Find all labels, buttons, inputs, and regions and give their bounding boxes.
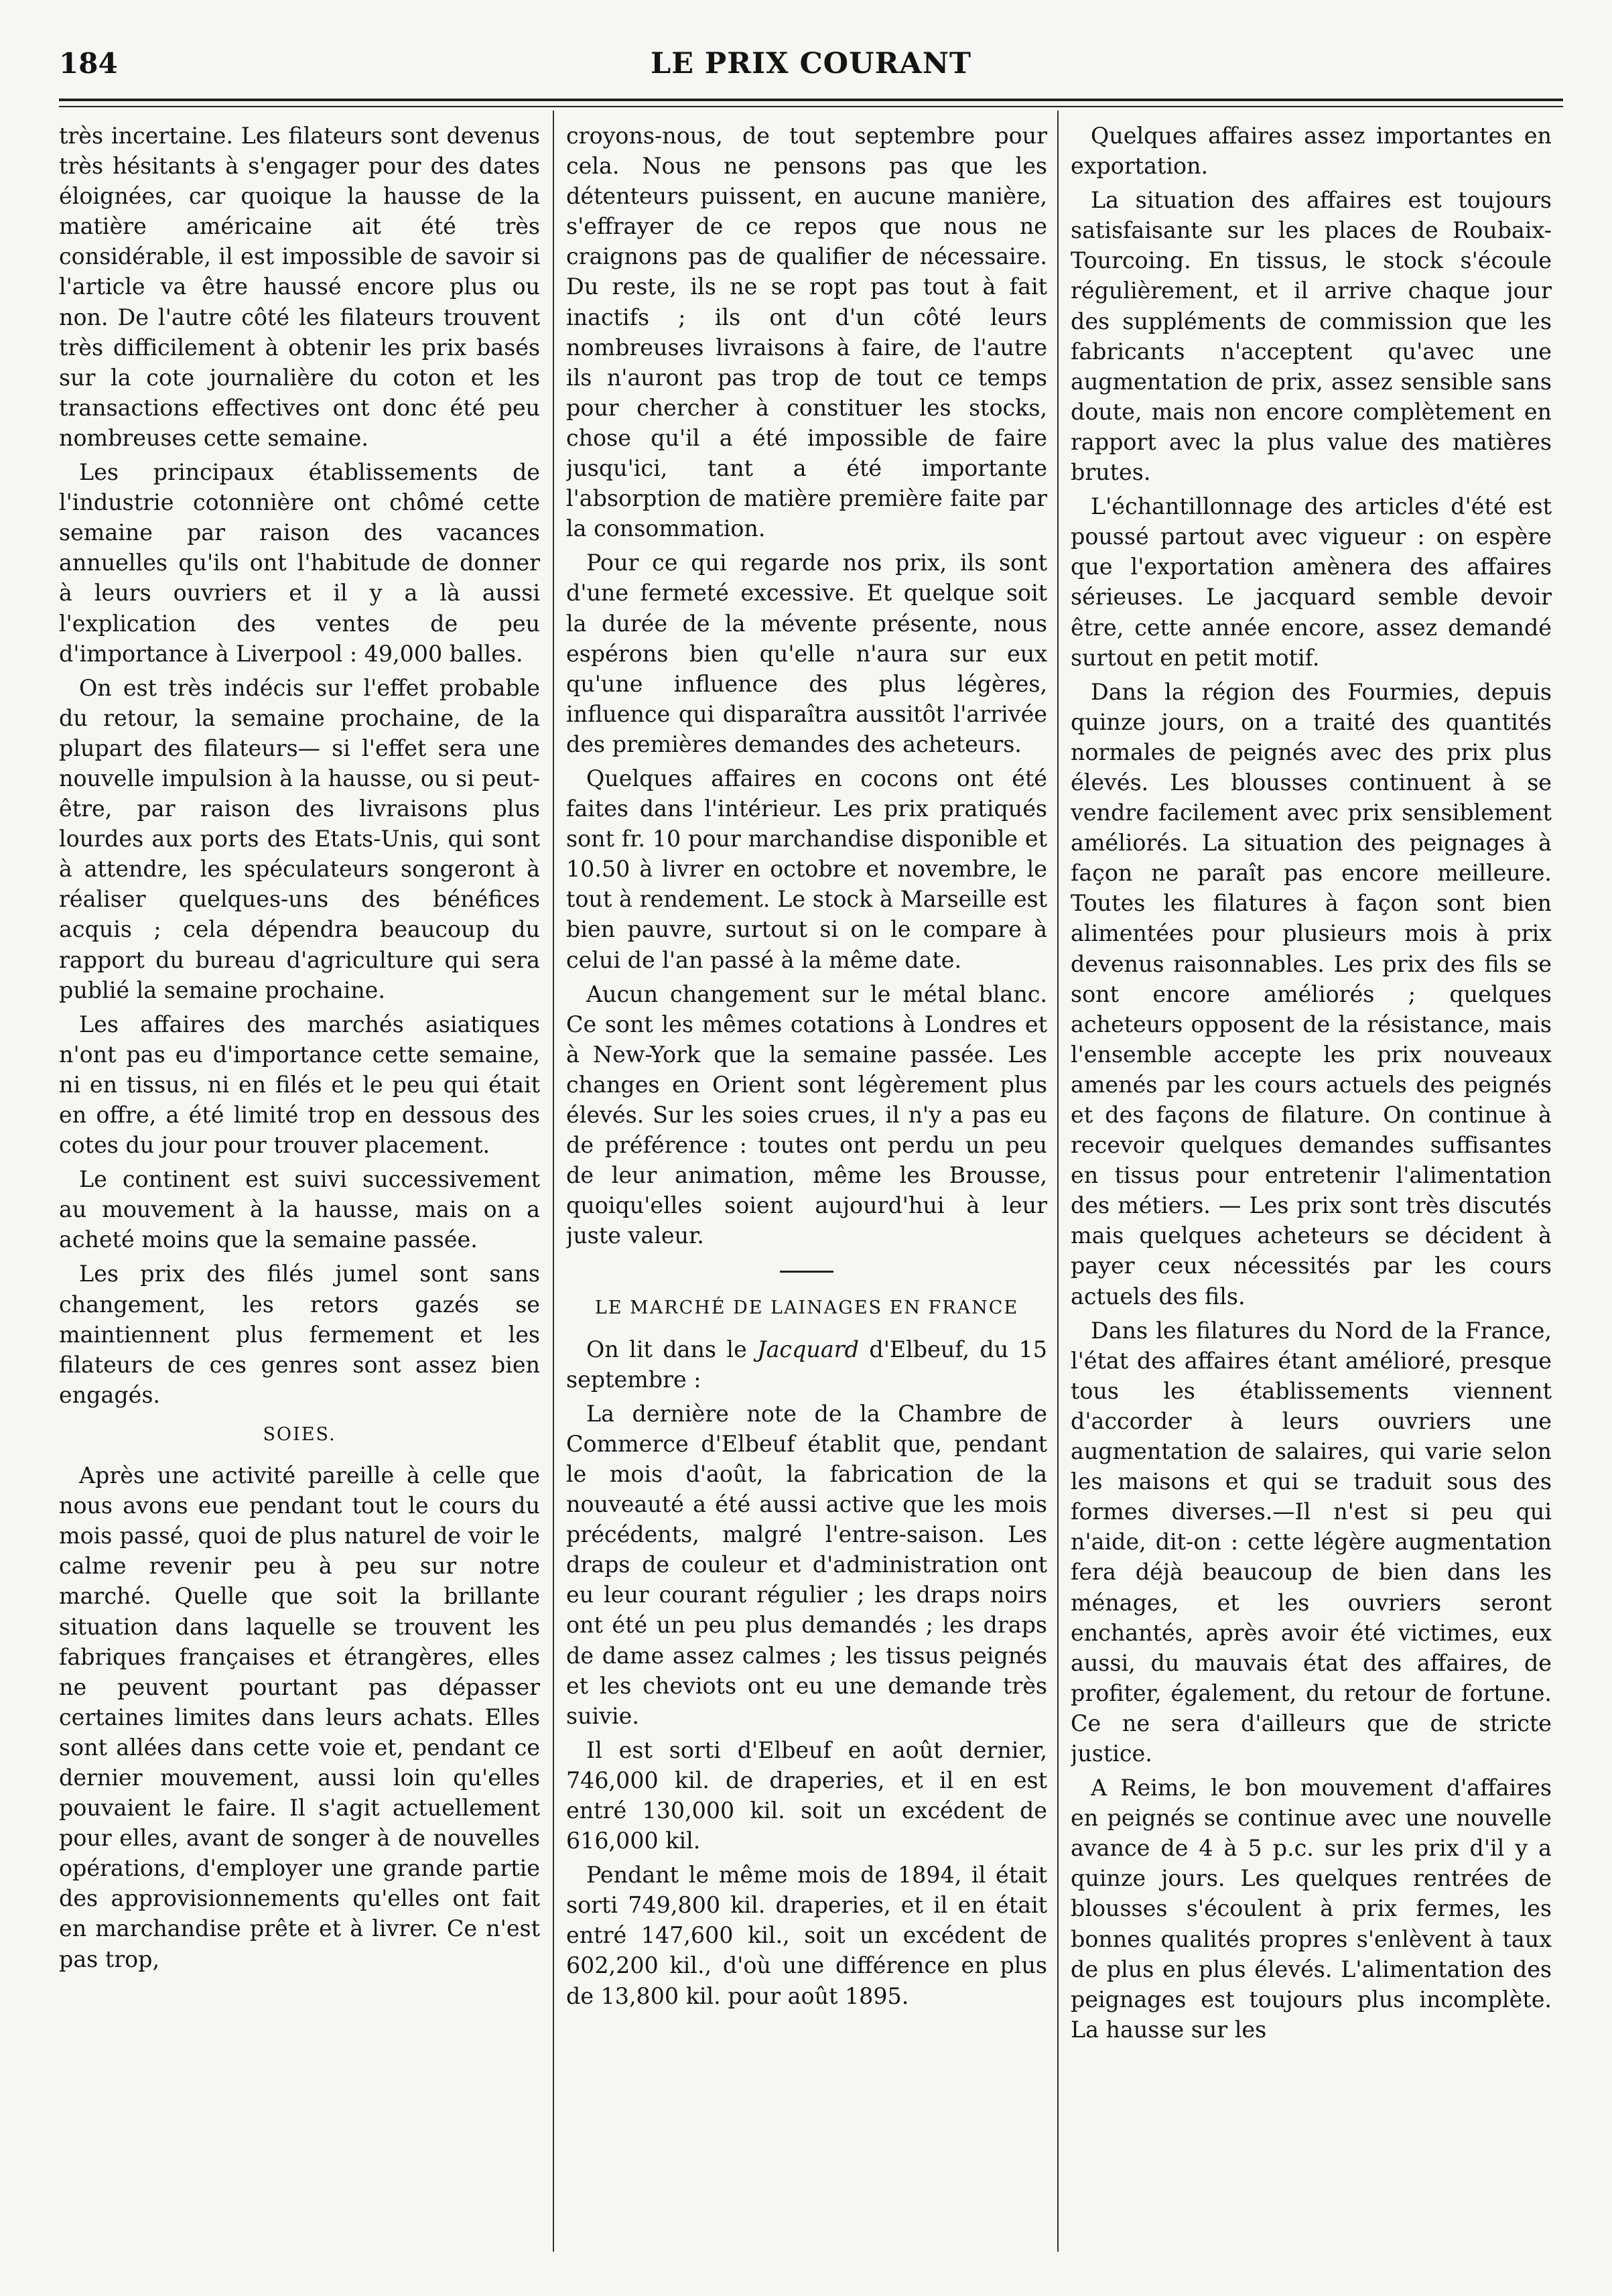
section-heading-soies: SOIES.	[263, 1423, 336, 1445]
paragraph: On est très indécis sur l'effet probable du retour, la semaine prochaine, de la plupart des filateurs— si l'effet sera une nouvelle impulsion à la hausse, ou si peut-être, par raison des livraisons plus lourdes aux ports des Etats-Unis, qui sont à attendre, les spéculateurs songeront à réaliser quelques-uns des bénéfices acquis ; cela dépendra beaucoup du rapport du bureau d'agriculture qui sera publié la semaine prochaine.	[59, 674, 540, 1003]
column-middle	[566, 121, 1047, 2265]
paragraph: Pendant le même mois de 1894, il était sorti 749,800 kil. draperies, et il en était entré 147,600 kil., soit un excédent de 602,200 kil., d'où une différence en plus de 13,800 kil. pour août 1895.	[566, 1862, 1047, 2009]
paragraph: Après une activité pareille à celle que nous avons eue pendant tout le cours du mois passé, quoi de plus naturel de voir le calme revenir peu à peu sur notre marché. Quelle que soit la brillante situation dans laquelle se trouvent les fabriques françaises et étrangères, elles ne peuvent pourtant pas dépasser certaines limites dans leurs achats. Elles sont allées dans cette voie et, pendant ce dernier mouvement, aussi loin qu'elles pouvaient le faire. Il s'agit actuellement pour elles, avant de songer à de nouvelles opérations, d'employer une grande partie des approvisionnements qu'elles ont fait en marchandise prête et à livrer. Ce n'est pas trop,	[59, 1462, 540, 1972]
paragraph: Les prix des filés jumel sont sans changement, les retors gazés se maintiennent plus fermement et les filateurs de ces genres sont assez bien engagés.	[59, 1261, 540, 1408]
paragraph: Les affaires des marchés asiatiques n'ont pas eu d'importance cette semaine, ni en tissus, ni en filés et le peu qui était en offre, a été limité trop en dessous des cotes du jour pour trouver placement.	[59, 1011, 540, 1159]
source-prefix: On lit dans le	[586, 1336, 758, 1362]
column-divider-2	[1057, 111, 1059, 2252]
paragraph: Quelques affaires assez importantes en exportation.	[1071, 123, 1552, 180]
section-heading-lainages: LE MARCHÉ DE LAINAGES EN FRANCE	[594, 1297, 1019, 1319]
paragraph: Pour ce qui regarde nos prix, ils sont d'une fermeté excessive. Et quelque soit la durée de la mévente présente, nous espérons bien qu'elle n'aura sur eux qu'une influence des plus légères, influence qui disparaîtra aussitôt l'arrivée des premières demandes des acheteurs.	[566, 550, 1047, 757]
paragraph: très incertaine. Les filateurs sont devenus très hésitants à s'engager pour des dates éloignées, car quoique la hausse de la matière américaine ait été très considérable, il est impossible de savoir si l'article va être haussé encore plus ou non. De l'autre côté les filateurs trouvent très difficilement à obtenir les prix basés sur la cote journalière du coton et les transactions effectives ont donc été peu nombreuses cette semaine.	[59, 123, 540, 451]
paragraph: croyons-nous, de tout septembre pour cela. Nous ne pensons pas que les détenteurs puissent, en aucune manière, s'effrayer de ce repos que nous ne craignons pas de qualifier de nécessaire. Du reste, ils ne se ropt pas tout à fait inactifs ; ils ont d'un côté leurs nombreuses livraisons à faire, de l'autre ils n'auront pas trop de tout ce temps pour chercher à constituer les stocks, chose qu'il a été impossible de faire jusqu'ici, tant a été importante l'absorption de matière première faite par la consommation.	[566, 123, 1047, 542]
column-right	[1071, 121, 1552, 2265]
paragraph: Quelques affaires en cocons ont été faites dans l'intérieur. Les prix pratiqués sont fr. 10 pour marchandise disponible et 10.50 à livrer en octobre et novembre, le tout à rendement. Le stock à Marseille est bien pauvre, surtout si on le compare à celui de l'an passé à la même date.	[566, 765, 1047, 973]
paragraph: La situation des affaires est toujours satisfaisante sur les places de Roubaix-Tourcoing. En tissus, le stock s'écoule régulièrement, et il arrive chaque jour des suppléments de commission que les fabricants n'acceptent qu'avec une augmentation de prix, assez sensible sans doute, mais non encore complètement en rapport avec la plus value des matières brutes.	[1071, 187, 1552, 486]
header-rule-thin	[59, 106, 1563, 107]
page-header	[59, 47, 1563, 94]
page-number: 184	[59, 47, 118, 80]
paragraph: Dans la région des Fourmies, depuis quinze jours, on a traité des quantités normales de peignés avec des prix plus élevés. Les blousses continuent à se vendre facilement avec prix sensiblement améliorés. La situation des peignages à façon ne paraît pas encore meilleure. Toutes les filatures à façon sont bien alimentées pour plusieurs mois à prix devenus raisonnables. Les prix des fils se sont encore améliorés ; quelques acheteurs opposent de la résistance, mais l'ensemble accepte les prix nouveaux amenés par les cours actuels des peignés et des façons de filature. On continue à recevoir quelques demandes suffisantes en tissus pour entretenir l'alimentation des métiers. — Les prix sont très discutés mais quelques acheteurs se décident à payer ceux nécessités par les cours actuels des fils.	[1071, 678, 1552, 1310]
paragraph: L'échantillonnage des articles d'été est poussé partout avec vigueur : on espère que l'exportation amènera des affaires sérieuses. Le jacquard semble devoir être, cette année encore, assez demandé surtout en petit motif.	[1071, 493, 1552, 671]
section-divider	[780, 1271, 833, 1273]
paragraph: Les principaux établissements de l'industrie cotonnière ont chômé cette semaine par raison des vacances annuelles qu'ils ont l'habitude de donner à leurs ouvriers et il y a là aussi l'explication des ventes de peu d'importance à Liverpool : 49,000 balles.	[59, 459, 540, 667]
journal-title: Jacquard	[757, 1336, 859, 1362]
paragraph: Dans les filatures du Nord de la France, l'état des affaires étant amélioré, presque tous les établissements viennent d'accorder à leurs ouvriers une augmentation de salaires, qui varie selon les maisons et qui se traduit sous des formes diverses.—Il n'est si peu qui n'aide, dit-on : cette légère augmentation fera déjà beaucoup de bien dans les ménages, et les ouvriers seront enchantés, après avoir été victimes, eux aussi, du mauvais état des affaires, de profiter, également, du retour de fortune. Ce ne sera d'ailleurs que de stricte justice.	[1071, 1317, 1552, 1767]
header-rule	[59, 99, 1563, 101]
paragraph: Aucun changement sur le métal blanc. Ce sont les mêmes cotations à Londres et à New-York que la semaine passée. Les changes en Orient sont légèrement plus élevés. Sur les soies crues, il n'y a pas eu de préférence : toutes ont perdu un peu de leur animation, même les Brousse, quoiqu'elles soient aujourd'hui à leur juste valeur.	[566, 980, 1047, 1249]
paragraph: La dernière note de la Chambre de Commerce d'Elbeuf établit que, pendant le mois d'août, la fabrication de la nouveauté a été aussi active que les mois précédents, malgré l'entre-saison. Les draps de couleur et d'administration ont eu leur courant régulier ; les draps noirs ont été un peu plus demandés ; les draps de dame assez calmes ; les tissus peignés et les cheviots ont eu une demande très suivie.	[566, 1400, 1047, 1729]
source-suffix: d'Elbeuf, du 15 septembre :	[566, 1336, 1047, 1393]
paragraph-source	[566, 1334, 1047, 1395]
paragraph: Le continent est suivi successivement au mouvement à la hausse, mais on a acheté moins que la semaine passée.	[59, 1166, 540, 1253]
paragraph: Il est sorti d'Elbeuf en août dernier, 746,000 kil. de draperies, et il en est entré 130,000 kil. soit un excédent de 616,000 kil.	[566, 1736, 1047, 1854]
paragraph: A Reims, le bon mouvement d'affaires en peignés se continue avec une nouvelle avance de 4 à 5 p.c. sur les prix d'il y a quinze jours. Les quelques rentrées de blousses s'écoulent à prix fermes, les bonnes qualités propres s'enlèvent à taux de plus en plus élevés. L'alimentation des peignages est toujours plus incomplète. La hausse sur les	[1071, 1775, 1552, 2043]
running-title: LE PRIX COURANT	[650, 47, 972, 80]
column-divider-1	[553, 111, 554, 2252]
column-left	[59, 121, 540, 2265]
